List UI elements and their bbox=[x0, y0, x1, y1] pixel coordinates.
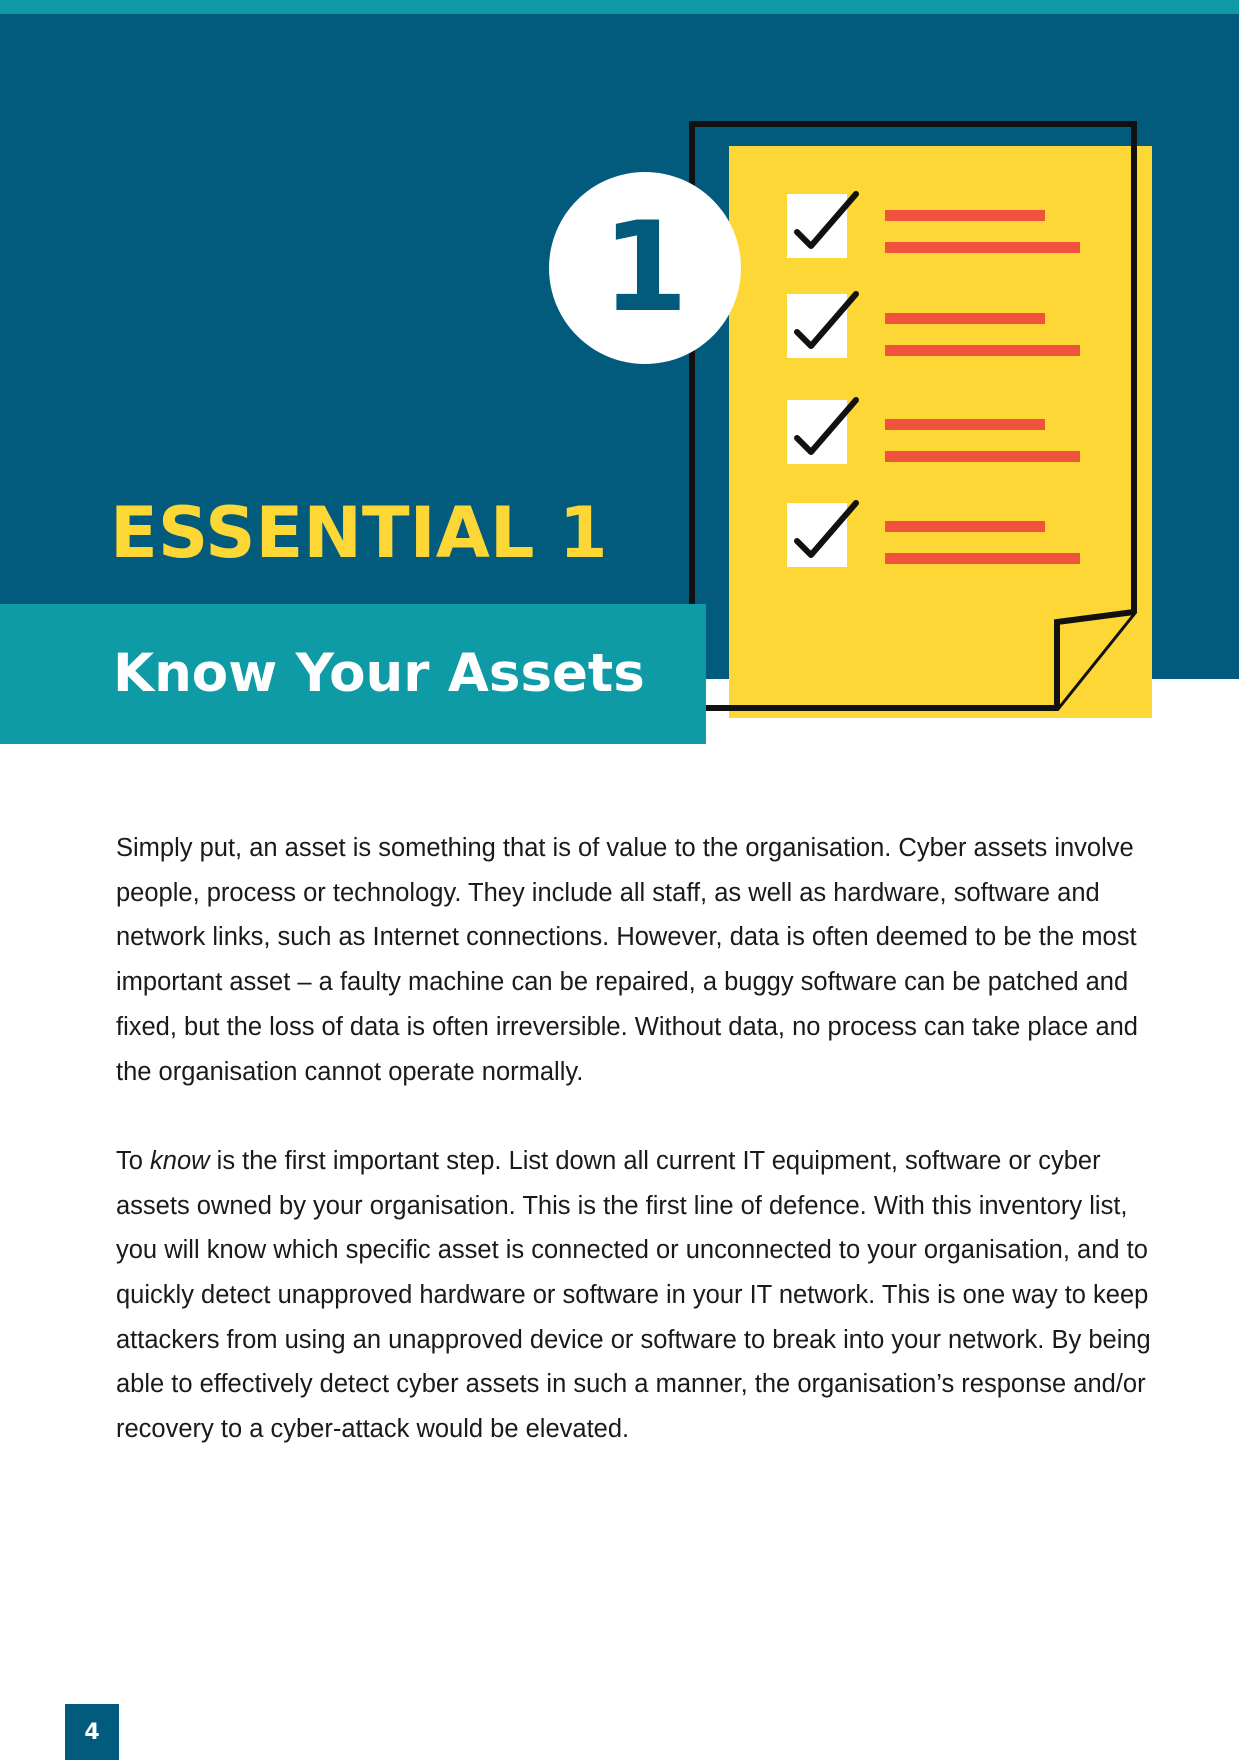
top-accent-strip bbox=[0, 0, 1239, 14]
emphasis-text: know bbox=[150, 1146, 210, 1175]
checkbox bbox=[787, 503, 847, 567]
checklist-line bbox=[885, 521, 1045, 532]
checkbox bbox=[787, 294, 847, 358]
checklist-icon bbox=[680, 110, 1160, 730]
checklist-line bbox=[885, 345, 1080, 356]
essential-heading: ESSENTIAL 1 bbox=[110, 492, 608, 574]
checklist-line bbox=[885, 451, 1080, 462]
checklist-line bbox=[885, 210, 1045, 221]
checklist-line bbox=[885, 313, 1045, 324]
checklist-line bbox=[885, 419, 1045, 430]
checklist-line bbox=[885, 242, 1080, 253]
paragraph-text: is the first important step. List down all current IT equipment, software or cyber assets owned by your organisation. This is the first line of defence. With this inventory list, you will know which specific asset is connected or unconnected to your organisation, and to quickly detect unapproved hardware or software in your IT network. This is one way to keep attackers from using an unapproved device or software to break into your network. By being able to effectively detect cyber assets in such a manner, the organisation’s response and/or recovery to a cyber-attack would be elevated. bbox=[116, 1146, 1151, 1444]
checklist-line bbox=[885, 553, 1080, 564]
paragraph bbox=[116, 1139, 1151, 1452]
section-title: Know Your Assets bbox=[113, 643, 645, 704]
page-number: 4 bbox=[65, 1704, 119, 1760]
checkbox bbox=[787, 194, 847, 258]
checkbox bbox=[787, 400, 847, 464]
body-text bbox=[116, 826, 1151, 1497]
paragraph: Simply put, an asset is something that is of value to the organisation. Cyber assets involve people, process or technology. They include all staff, as well as hardware, software and network links, such as Internet connections. However, data is often deemed to be the most important asset – a faulty machine can be repaired, a buggy software can be patched and fixed, but the loss of data is often irreversible. Without data, no process can take place and the organisation cannot operate normally. bbox=[116, 834, 1138, 1086]
paragraph-text: To bbox=[116, 1146, 151, 1175]
number-badge: 1 bbox=[549, 172, 741, 364]
